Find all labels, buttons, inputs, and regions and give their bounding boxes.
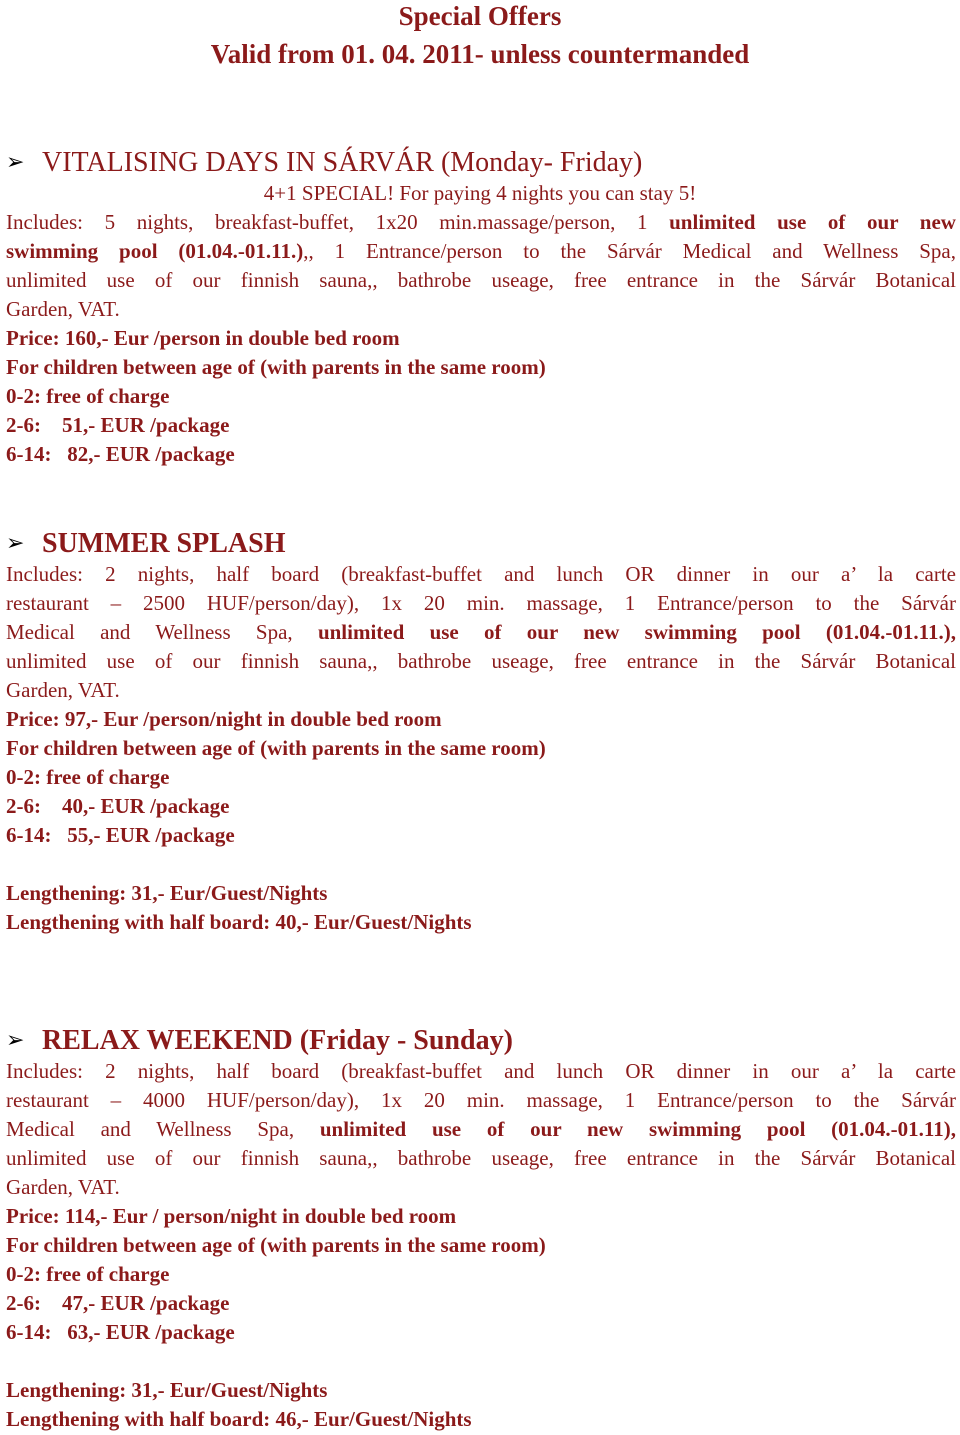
- offer-special: 4+1 SPECIAL! For paying 4 nights you can stay 5!: [263, 181, 697, 205]
- child-price-6-14: 6-14: 55,- EUR /package: [6, 823, 235, 847]
- child-price-2-6: 2-6: 47,- EUR /package: [6, 1291, 230, 1315]
- offer-price: Price: 114,- Eur / person/night in double bed room: [6, 1204, 457, 1228]
- offer-relax-title-row: [6, 1023, 513, 1058]
- child-price-2-6: 2-6: 40,- EUR /package: [6, 794, 230, 818]
- offer-title: RELAX WEEKEND (Friday - Sunday): [42, 1025, 513, 1056]
- offer-includes-line: restaurant – 2500 HUF/person/day), 1x 20 min. massage, 1 Entrance/person to the Sárvár: [6, 591, 956, 615]
- offer-price: Price: 97,- Eur /person/night in double bed room: [6, 707, 442, 731]
- includes-highlight: unlimited use of our new: [669, 210, 956, 234]
- offer-title: VITALISING DAYS IN SÁRVÁR (Monday- Friday): [42, 147, 643, 178]
- lengthening-half-board-price: Lengthening with half board: 46,- Eur/Guest/Nights: [6, 1407, 472, 1431]
- arrow-bullet-icon: ➢: [6, 149, 25, 174]
- arrow-bullet-icon: ➢: [6, 1027, 25, 1052]
- offer-summer-title-row: [6, 526, 285, 561]
- includes-text: ,, 1 Entrance/person to the Sárvár Medical and Wellness Spa,: [303, 239, 956, 263]
- offer-includes-line: [6, 237, 956, 265]
- page-title: Special Offers: [398, 1, 562, 31]
- includes-text: Medical and Wellness Spa,: [6, 620, 318, 644]
- offer-includes-line: Garden, VAT.: [6, 1175, 120, 1199]
- offer-vitalising-title-row: [6, 145, 642, 180]
- child-price-0-2: 0-2: free of charge: [6, 384, 170, 408]
- offer-price: Price: 160,- Eur /person in double bed room: [6, 326, 400, 350]
- child-price-0-2: 0-2: free of charge: [6, 1262, 170, 1286]
- offer-includes-line: [6, 618, 956, 646]
- includes-text: Includes: 5 nights, breakfast-buffet, 1x20 min.massage/person, 1: [6, 210, 670, 234]
- child-price-0-2: 0-2: free of charge: [6, 765, 170, 789]
- child-price-2-6: 2-6: 51,- EUR /package: [6, 413, 230, 437]
- includes-highlight: swimming pool (01.04.-01.11.): [6, 239, 304, 263]
- offer-includes-line: Includes: 2 nights, half board (breakfast-buffet and lunch OR dinner in our a’ la carte: [6, 1059, 956, 1083]
- children-intro: For children between age of (with parents in the same room): [6, 736, 546, 760]
- includes-highlight: unlimited use of our new swimming pool (01.04.-01.11),: [319, 1117, 956, 1141]
- child-price-6-14: 6-14: 63,- EUR /package: [6, 1320, 235, 1344]
- children-intro: For children between age of (with parents in the same room): [6, 1233, 546, 1257]
- arrow-bullet-icon: ➢: [6, 530, 25, 555]
- offer-includes-line: Garden, VAT.: [6, 297, 120, 321]
- offer-includes-line: restaurant – 4000 HUF/person/day), 1x 20 min. massage, 1 Entrance/person to the Sárvár: [6, 1088, 956, 1112]
- lengthening-price: Lengthening: 31,- Eur/Guest/Nights: [6, 881, 328, 905]
- offer-includes-line: [6, 208, 956, 236]
- offer-includes-line: Includes: 2 nights, half board (breakfast-buffet and lunch OR dinner in our a’ la carte: [6, 562, 956, 586]
- child-price-6-14: 6-14: 82,- EUR /package: [6, 442, 235, 466]
- offer-title: SUMMER SPLASH: [42, 528, 286, 559]
- children-intro: For children between age of (with parents in the same room): [6, 355, 546, 379]
- offer-includes-line: unlimited use of our finnish sauna,, bathrobe useage, free entrance in the Sárvár Botanical: [6, 268, 956, 292]
- lengthening-price: Lengthening: 31,- Eur/Guest/Nights: [6, 1378, 328, 1402]
- validity-subtitle: Valid from 01. 04. 2011- unless countermanded: [210, 39, 750, 69]
- offer-includes-line: [6, 1115, 956, 1143]
- offer-includes-line: Garden, VAT.: [6, 678, 120, 702]
- lengthening-half-board-price: Lengthening with half board: 40,- Eur/Guest/Nights: [6, 910, 472, 934]
- includes-text: Medical and Wellness Spa,: [6, 1117, 320, 1141]
- offer-includes-line: unlimited use of our finnish sauna,, bathrobe useage, free entrance in the Sárvár Botanical: [6, 649, 956, 673]
- includes-highlight: unlimited use of our new swimming pool (01.04.-01.11.),: [317, 620, 956, 644]
- offer-includes-line: unlimited use of our finnish sauna,, bathrobe useage, free entrance in the Sárvár Botanical: [6, 1146, 956, 1170]
